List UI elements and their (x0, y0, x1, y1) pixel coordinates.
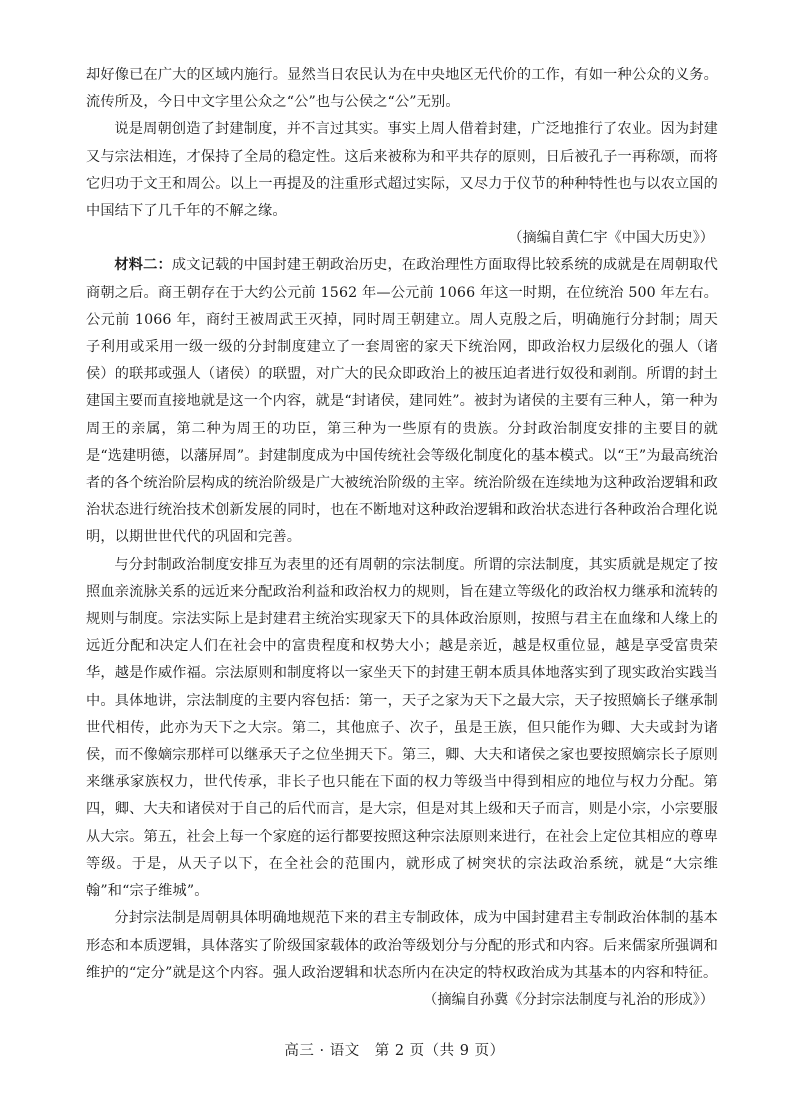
material2-paragraph-1-text: 成文记载的中国封建王朝政治历史，在政治理性方面取得比较系统的成就是在周朝取代商朝之后。商王朝存在于大约公元前 1562 年—公元前 1066 年这一时期，在位统治 500 年左右。公元前 1066 年，商纣王被周武王灭掉，同时周王朝建立。周人克殷之后，明确施行分封制；周天子利用或采用一级一级的分封制度建立了一套周密的家天下统治网，即政治权力层级化的强人（诸侯）的联邦或强人（诸侯）的联盟，对广大的民众即政治上的被压迫者进行奴役和剥削。所谓的封土建国主要而直接地就是这一个内容，就是“封诸侯，建同姓”。被封为诸侯的主要有三种人，第一种为周王的亲属，第二种为周王的功臣，第三种为一些原有的贵族。分封政治制度安排的主要目的就是“选建明德，以藩屏周”。封建制度成为中国传统社会等级化制度化的基本模式。以“王”为最高统治者的各个统治阶层构成的统治阶级是广大被统治阶级的主宰。统治阶级在连续地为这种政治逻辑和政治状态进行统治技术创新发展的同时，也在不断地对这种政治逻辑和政治状态进行各种政治合理化说明，以期世世代代的巩固和完善。 (86, 257, 719, 546)
intro-paragraph-2: 说是周朝创造了封建制度，并不言过其实。事实上周人借着封建，广泛地推行了农业。因为封建又与宗法相连，才保持了全局的稳定性。这后来被称为和平共存的原则，日后被孔子一再称颂，而将它归功于文王和周公。以上一再提及的注重形式超过实际，又尽力于仪节的种种特性也与以农立国的中国结下了几千年的不解之缘。 (86, 121, 718, 220)
material2-paragraph-1 (86, 252, 718, 551)
source-citation-2: （摘编自孙冀《分封宗法制度与礼治的形成》） (423, 991, 714, 1008)
material2-label: 材料二： (114, 257, 172, 274)
material2-paragraph-3: 分封宗法制是周朝具体明确地规范下来的君主专制政体，成为中国封建君主专制政治体制的基本形态和本质逻辑，具体落实了阶级国家载体的政治等级划分与分配的形式和内容。后来儒家所强调和维护的“定分”就是这个内容。强人政治逻辑和状态所内在决定的特权政治成为其基本的内容和特征。 (86, 910, 718, 981)
page-footer: 高三 · 语文 第 2 页（共 9 页） (284, 1043, 505, 1059)
intro-paragraph-1: 却好像已在广大的区域内施行。显然当日农民认为在中央地区无代价的工作，有如一种公众的义务。流传所及，今日中文字里公众之“公”也与公侯之“公”无别。 (86, 67, 718, 111)
document-page (86, 62, 718, 1014)
source-citation-1: （摘编自黄仁宇《中国大历史》） (508, 230, 714, 247)
material2-paragraph-2: 与分封制政治制度安排互为表里的还有周朝的宗法制度。所谓的宗法制度，其实质就是规定了按照血亲流脉关系的远近来分配政治利益和政治权力的规则，旨在建立等级化的政治权力继承和流转的规则与制度。宗法实际上是封建君主统治实现家天下的具体政治原则，按照与君主在血缘和人缘上的远近分配和决定人们在社会中的富贵程度和权势大小；越是亲近，越是权重位显，越是享受富贵荣华，越是作威作福。宗法原则和制度将以一家坐天下的封建王朝本质具体地落实到了现实政治实践当中。具体地讲，宗法制度的主要内容包括：第一，天子之家为天下之最大宗，天子按照嫡长子继承制世代相传，此亦为天下之大宗。第二，其他庶子、次子，虽是王族，但只能作为卿、大夫或封为诸侯，而不像嫡宗那样可以继承天子之位坐拥天下。第三，卿、大夫和诸侯之家也要按照嫡宗长子原则来继承家族权力，世代传承，非长子也只能在下面的权力等级当中得到相应的地位与权力分配。第四，卿、大夫和诸侯对于自己的后代而言，是大宗，但是对其上级和天子而言，则是小宗，小宗要服从大宗。第五，社会上每一个家庭的运行都要按照这种宗法原则来进行，在社会上定位其相应的尊卑等级。于是，从天子以下，在全社会的范围内，就形成了树突状的宗法政治系统，就是“大宗维翰”和“宗子维城”。 (86, 556, 718, 900)
